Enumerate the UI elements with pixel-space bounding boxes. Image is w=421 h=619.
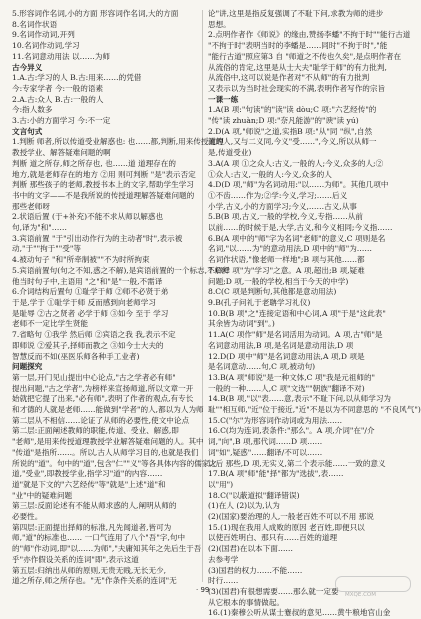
left-column-line: 判断 道之所存,师之所存也, 也……道 道理存在的 — [12, 158, 176, 168]
right-column-line: 名词,"以……为"的意动用法,D 项中的"师"为…… — [208, 244, 372, 254]
right-column-line: (2)(国家)要治理的人,一般老百姓不可以不用 那说 — [208, 512, 374, 522]
right-column — [208, 9, 421, 619]
right-column-line: ①众人:古义,一般的人:今义,众多的人 — [208, 169, 332, 179]
left-column-line: 所说的"道"。句中的"道",包含"仁""义"等各具体内容的儒家之 — [12, 458, 218, 468]
left-column-line: 3.宾语前置 "于"引出动作行为的主动者"时",表示被 — [12, 233, 183, 243]
right-column-line: 8.C(C 项是判断句,其他都是意动用法) — [208, 287, 337, 297]
left-column-line: 4.被动句子 "和"所牵制被""不为时所拘束 — [12, 255, 150, 265]
left-column-line: 地方,就是老师存在的地方 ②用 则可判断 "是"表示否定 — [12, 169, 196, 179]
left-column-line: 那些老师呀 — [12, 201, 50, 211]
left-column-line: 11.名词意动用法 以……为师 — [12, 51, 111, 61]
left-column-line: 第二层:正面阐述教师的职能,传道、受业、解惑,即 — [12, 426, 179, 436]
right-column-line: 词,"向",B 项,那代词……D 项…… — [208, 437, 323, 447]
right-column-line: "不拘于时"表明当时的李蟠是……同时"不拘于时","能 — [208, 41, 388, 51]
left-column-line: 6.介词结构后置句 ①耻学于师 ②师不必贤于弟 — [12, 287, 169, 297]
left-column-line: "老师",是用来传授道理教授学业解答疑难问题的人。其中 — [12, 437, 204, 447]
left-column-line: 1.判断 师者,所以传道受业解惑也: 也……都,判断,用来传授道理 — [12, 137, 224, 147]
left-column-line: 第二层从不相信……论证了从师的必要性,使文中论点 — [12, 415, 190, 425]
left-column-line: 第三层:反面论述有不能从师求惑的人,阐明从师的 — [12, 501, 177, 511]
right-column-line: 以"用") — [208, 479, 234, 489]
left-column-line: 教授学业、解答疑难问题的啊 — [12, 148, 111, 158]
right-column-line: 2.D(A 项,"师说"之道,实指B 项:"从"同 "纵",自然 — [208, 126, 373, 136]
right-column-line: (3)国君的权力……不能…… — [208, 565, 303, 575]
right-column-line: 认后 那些,D 项,无实义,第二个表示能……一致的意义 — [208, 458, 386, 468]
right-column-line: 5.B(B 项,古义,一般的学校,今义,专指……从前 — [208, 212, 363, 222]
left-column-line: 5.形容词作名词,小的方面 形容词作名词,大的方面 — [12, 9, 179, 18]
right-column-line: 15.(1)现在我用人成败的原因 老百姓,即便只以 — [208, 522, 365, 532]
column-divider — [202, 10, 203, 582]
right-column-line: 9.B(孔子问礼于老聃学习礼仪) — [208, 297, 311, 307]
left-column-line: 判断 那些孩子的老师,教授书本上的文字,帮助学生学习 — [12, 180, 194, 190]
right-column-line: 7.C(C 项"为"学习"之意。A 项,超出;B 项,疑难 — [208, 265, 365, 275]
left-column-line: 始就把它提了出来,"必有师",表明了作者的观点,有专长 — [12, 394, 194, 404]
right-column-line: 从流俗中,这可以说是作者对"不从师"的有力批判 — [208, 73, 370, 83]
right-column-line: 词"如",疑惑"……翻译/不可以…… — [208, 447, 323, 457]
right-column-line: 从流俗的肯定,这里是从士大夫"耻学于师"的有力批判, — [208, 62, 387, 72]
right-column-line: 是名词意动……句,C 项,被动句) — [208, 362, 316, 372]
right-column-line: 以使百姓明白、那只有……百姓的道理 — [208, 533, 338, 543]
left-column-line: 2.A.古:众人 B.古:一般的人 — [12, 94, 104, 104]
left-column-line: 于是,学于 ①耻学于师 反而感到向老师学习 — [12, 297, 156, 307]
left-column-line: "传道"是指所……。所以,古人从师学习目的,也就是我们 — [12, 447, 199, 457]
right-column-line: 是,传道受业) — [208, 148, 252, 158]
right-column-line: 2.点明作者作《师说》的缘由,赞扬李蟠"不拘于时""能行古道 — [208, 30, 411, 40]
right-column-line: 1.A(B 项:"句读"的"读"读 dòu;C 项:"六艺经传"的 — [208, 105, 377, 115]
left-column-line: "业"中的疑难问题 — [12, 490, 73, 500]
right-column-line: 3.A(A 项 ①之众人:古义,一般的人;今义,众多的人;② — [208, 158, 384, 168]
left-column-line: 书中的文字——不是我所说的传授道理解答疑难问题的 — [12, 190, 195, 200]
left-column-line: 他当时句子中,主语用 "之"和"是"一般,不需译 — [12, 276, 163, 286]
right-column-line: 思想。 — [208, 19, 231, 29]
right-column-line: 就的人,又与二义同,今义"受……",今义,所以从师一 — [208, 137, 377, 147]
left-column-line: 10.名词作动词,学习 — [12, 41, 80, 51]
right-column-line: 一般的一种……人,C 项"文选""朝族"翻译不对) — [208, 383, 365, 393]
right-column-line: 去参考学 — [208, 554, 239, 564]
watermark — [335, 576, 409, 596]
right-column-line: 名词作状语,"像老师一样地";B 项与其他……都 — [208, 255, 365, 265]
left-column-line: 8.名词作状语 — [12, 19, 58, 29]
right-column-line: 问题;D 项,一般的学校,相当于今天的中学) — [208, 276, 349, 286]
left-column-line: 1.A.古:学习的人 B.古:用来……的凭借 — [12, 73, 142, 83]
right-column-line: (1)在人 (2)以为,认为 — [208, 501, 280, 511]
right-column-line: 16.C(均为连词,表条件:"那么"。A 项,介词"在"/介 — [208, 426, 375, 436]
right-column-line: 时行…… — [208, 576, 239, 586]
right-column-line: "能行古道"照应第3 自 "师道之不传也久矣",是点明作者在 — [208, 51, 402, 61]
right-column-line: 10.B(B 项"之"连接定语和中心词,A 项"于是"这此表" — [208, 308, 386, 318]
right-column-line: 其余皆为动词"到"。) — [208, 319, 275, 329]
right-column-line: 又表示以为当时社会现实的不满,表明作者写作的宗旨 — [208, 83, 386, 93]
left-column-line: 道,"受业",即教授学业,指学习"道"的内容…… — [12, 469, 163, 479]
right-column-line: 小学,古义,小的方面学习;今义,……古义,从事 — [208, 201, 357, 211]
left-column-line: 5.宾语前置句(句之不知,惑之不解),是宾语前置的一个标志,不解释 — [12, 265, 230, 275]
left-column-line: 句,译为"和"…… — [12, 223, 67, 233]
left-column-line: 古今异义 — [12, 62, 43, 72]
right-column-line: 论"讲,这里是指反复强调了不耻下问,求教为师的进步 — [208, 9, 384, 18]
right-column-line: 名词意动用法,B 项,是名词是意动用法,D 项 — [208, 340, 354, 350]
left-column-line: 道"就是下文的"六艺经传"等"就是"上述"道"和 — [12, 479, 166, 489]
right-column-line: "传"读 zhuàn;D 项:"奈凡能游"的"谀"读 yú) — [208, 116, 359, 126]
left-column-line: 的"师"作动词,即"以……为师","夫庸知其年之先后生于吾 — [12, 544, 202, 554]
left-column-line: 3.古:小的方面学习 今:不一定 — [12, 116, 111, 126]
left-column-line: 和才德的人就是老师……能做到"学者"的人,都以为人为师 — [12, 405, 204, 415]
right-column-line: 14.B(B 项,"以"表……意,表示"不耻下问,以从师学习为 — [208, 394, 392, 404]
right-column-line: ①不齿……作为;②学:今义,学习;……后义 — [208, 190, 348, 200]
left-column-line: 第五层:归纳出从师的原则,无贵无贱,无长无少, — [12, 565, 167, 575]
right-column-line: 16.(1)秦穆公听从谋士蹇叔的意见……黄牛粮地官山金 — [208, 608, 391, 618]
left-column-line: 老师不一定比学生贤能 — [12, 319, 88, 329]
left-column-line: 今:专家学者 今:一般的语素 — [12, 83, 104, 93]
left-column-line: 即师说 ②爱其子,择师而教之 ③如今士大夫的 — [12, 340, 164, 350]
right-column-line: 15.C("尔"为形容词作动词或为用法…… — [208, 415, 343, 425]
left-column-line: 文言句式 — [12, 126, 43, 136]
left-column-line: 是耻辱 ②古之贤者 必学于师 ③如今 至于 学习 — [12, 308, 169, 318]
right-column-line: 4.D(D 项,"师"为名词动用:"以……为师"。其他几项中 — [208, 180, 389, 190]
right-column-line: (3)(国君)有很想需要……那么就一定要 — [208, 586, 339, 596]
right-column-line: 11.A(C 项作"师"是名词活用为动词。A 项,古"师"是 — [208, 330, 383, 340]
left-column-line: 9.名词作动词,开列 — [12, 30, 75, 40]
right-column-line: 6.B(A 项中的"师"字为名词"老师"的意义,C 项则是名 — [208, 233, 386, 243]
right-column-line: (2)(国君)在以本下面…… — [208, 544, 294, 554]
left-column-line: 问题探究 — [12, 362, 43, 372]
left-column-line: 师,"道"的标准也…… 一口气连用了八个"吾"字,句中 — [12, 533, 186, 543]
right-column-line: 17.B(A 项"师"能"择"都为"选拔",表…… — [208, 469, 344, 479]
right-column-line: 18.C("以蔽道拟"翻译错误) — [208, 490, 300, 500]
right-column-line: 以前……的时候于是,大学,古义,和今义相同;今义指…… — [208, 223, 393, 233]
right-column-line: 12.D(D 项中"师"是名词意动用法,A 项,D 项是 — [208, 351, 365, 361]
right-column-line: 13.B(A 项"师说"是一种文体,C 项"我是元祖师的" — [208, 372, 376, 382]
left-column-line: 今:指人数多 — [12, 105, 53, 115]
right-column-line: 耻""相互师,"近"位于接近,"近"不是以为不同意思的 "不良风气") — [208, 405, 421, 415]
right-column-line: 一课一练 — [208, 94, 239, 104]
left-column-line: 提出问题,"古之学者",为榜样来宣扬师道,所以文章一开 — [12, 383, 194, 393]
left-column-line: 7.省略句 ①我学 然后师 ②宾语之我 我,表示不定 — [12, 330, 176, 340]
left-column-line: 乎"亦作假设关系的连词"即",表示这道 — [12, 554, 139, 564]
watermark-url: MXQE.COM — [345, 592, 376, 598]
left-column-line: 必要性。 — [12, 512, 43, 522]
left-column-line: 道之所存,师之所存也。"无"作条件关系的连词"无 — [12, 576, 177, 586]
right-column-line: 从它根本的事情做起。 — [208, 597, 284, 607]
left-column-line: 第一层,开门见山提出中心论点,"古之学者必有师" — [12, 372, 176, 382]
left-column-line: 第四层:正面提出择师的标准,凡先闻道者,皆可为 — [12, 522, 172, 532]
left-column-line: 动,"于""拘于""受"等 — [12, 244, 81, 254]
left-column-line: 智慧反而不如(巫医乐师各种手工业者) — [12, 351, 140, 361]
left-column-line: 2.状语后置 (于+补充)不能不求从师以解惑也 — [12, 212, 164, 222]
page-number: · 99 · — [196, 586, 214, 594]
